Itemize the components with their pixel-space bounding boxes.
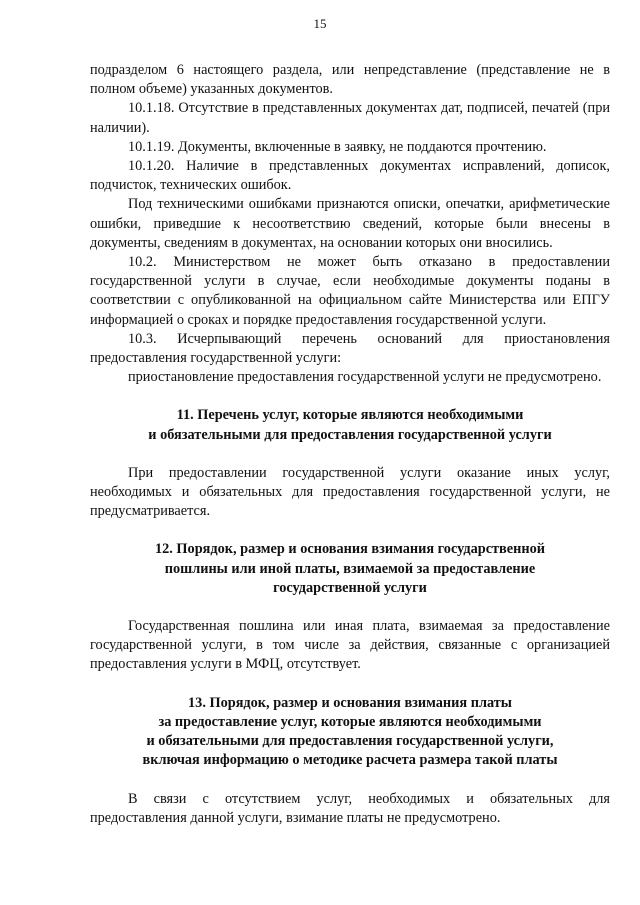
paragraph-10-3: 10.3. Исчерпывающий перечень оснований для приостановления предоставления государственной услуги: [90, 330, 610, 367]
document-body [90, 61, 610, 828]
paragraph-suspension-none: приостановление предоставления государственной услуги не предусмотрено. [128, 369, 602, 386]
section-13-heading [90, 694, 610, 771]
section-11-heading-line: и обязательными для предоставления государственной услуги [148, 426, 552, 443]
paragraph-10-1-20: 10.1.20. Наличие в представленных документах исправлений, дописок, подчисток, технических ошибок. [90, 158, 610, 194]
paragraph-10-1-19: 10.1.19. Документы, включенные в заявку, не поддаются прочтению. [128, 138, 547, 155]
section-13-heading-line: за предоставление услуг, которые являются необходимыми [158, 713, 542, 730]
section-13-heading-line: включая информацию о методике расчета размера такой платы [142, 752, 558, 769]
section-11-heading [90, 406, 610, 444]
section-13-heading-line: и обязательными для предоставления государственной услуги, [146, 733, 554, 750]
section-12-heading [90, 540, 610, 598]
section-12-heading-line: государственной услуги [273, 579, 427, 596]
section-12-text: Государственная пошлина или иная плата, взимаемая за предоставление государственной услуги, в том числе за действия, связанные с организацией предоставления услуги в МФЦ, отсутствует. [90, 618, 610, 673]
paragraph-10-1-18: 10.1.18. Отсутствие в представленных документах дат, подписей, печатей (при наличии). [90, 100, 610, 136]
section-12-heading-line: 12. Порядок, размер и основания взимания государственной [154, 541, 545, 558]
section-13-text: В связи с отсутствием услуг, необходимых и обязательных для предоставления данной услуги, взимание платы не предусмотрено. [90, 790, 610, 826]
section-13-heading-line: 13. Порядок, размер и основания взимания платы [188, 694, 512, 711]
paragraph-continuation: подразделом 6 настоящего раздела, или непредставление (представление не в полном объеме) указанных документов. [90, 62, 610, 98]
section-12-heading-line: пошлины или иной платы, взимаемой за предоставление [164, 560, 536, 577]
paragraph-technical-errors: Под техническими ошибками признаются описки, опечатки, арифметические ошибки, приведшие к несоответствию сведений, которые были внесены в документы, сведениям в документах, на основании которых они вносились. [90, 196, 610, 251]
section-11-text: При предоставлении государственной услуги оказание иных услуг, необходимых и обязательных для предоставления государственной услуги, не предусматривается. [90, 464, 610, 520]
paragraph-10-2: 10.2. Министерством не может быть отказано в предоставлении государственной услуги в случае, если необходимые документы поданы в соответствии с опубликованной на официальном сайте Министерства или ЕПГУ информацией о сроках и порядке предоставления государственной услуги. [90, 254, 610, 328]
section-11-heading-line: 11. Перечень услуг, которые являются необходимыми [176, 407, 524, 424]
page-number: 15 [313, 16, 327, 31]
